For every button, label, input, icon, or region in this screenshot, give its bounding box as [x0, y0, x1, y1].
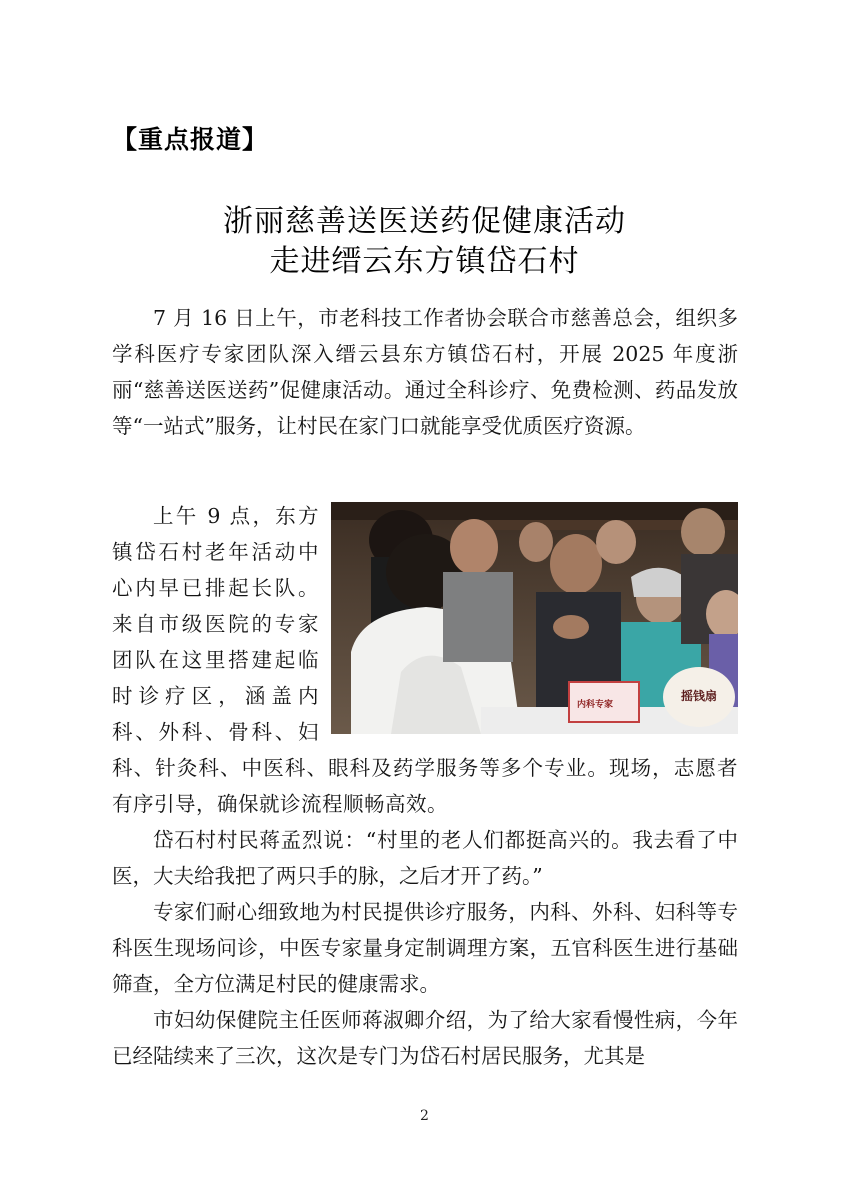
paragraph-experts: 专家们耐心细致地为村民提供诊疗服务，内科、外科、妇科等专科医生现场问诊，中医专家量身定制调理方案，五官科医生进行基础筛查，全方位满足村民的健康需求。: [112, 900, 738, 996]
photo-fan-text: 摇钱扇: [681, 689, 718, 703]
paragraph-doctor-intro: 市妇幼保健院主任医师蒋淑卿介绍，为了给大家看慢性病，今年已经陆续来了三次，这次是专门为岱石村居民服务，尤其是: [112, 1008, 738, 1068]
paragraph-queue: 上午 9 点，东方镇岱石村老年活动中心内早已排起长队。来自市级医院的专家团队在这里搭建起临时诊疗区，涵盖内科、外科、骨科、妇科、针灸科、中医科、眼科及药学服务等多个专业。现场，志愿者有序引导，确保就诊流程顺畅高效。: [112, 504, 738, 816]
photo-sign-text: 内科专家: [577, 700, 614, 710]
article-title-line-1: 浙丽慈善送医送药促健康活动: [223, 204, 626, 239]
section-tag: 【重点报道】: [112, 125, 269, 154]
paragraph-villager-quote: 岱石村村民蒋孟烈说：“村里的老人们都挺高兴的。我去看了中医，大夫给我把了两只手的脉，之后才开了药。”: [112, 828, 738, 888]
page-number: 2: [420, 1108, 429, 1124]
body-with-photo: [112, 498, 738, 1074]
article-title-line-2: 走进缙云东方镇岱石村: [269, 244, 580, 279]
event-photo: [331, 502, 738, 734]
paragraph-intro: 7 月 16 日上午，市老科技工作者协会联合市慈善总会，组织多学科医疗专家团队深入缙云县东方镇岱石村，开展 2025 年度浙丽“慈善送医送药”促健康活动。通过全科诊疗、免费检测、药品发放等“一站式”服务，让村民在家门口就能享受优质医疗资源。: [112, 306, 738, 438]
